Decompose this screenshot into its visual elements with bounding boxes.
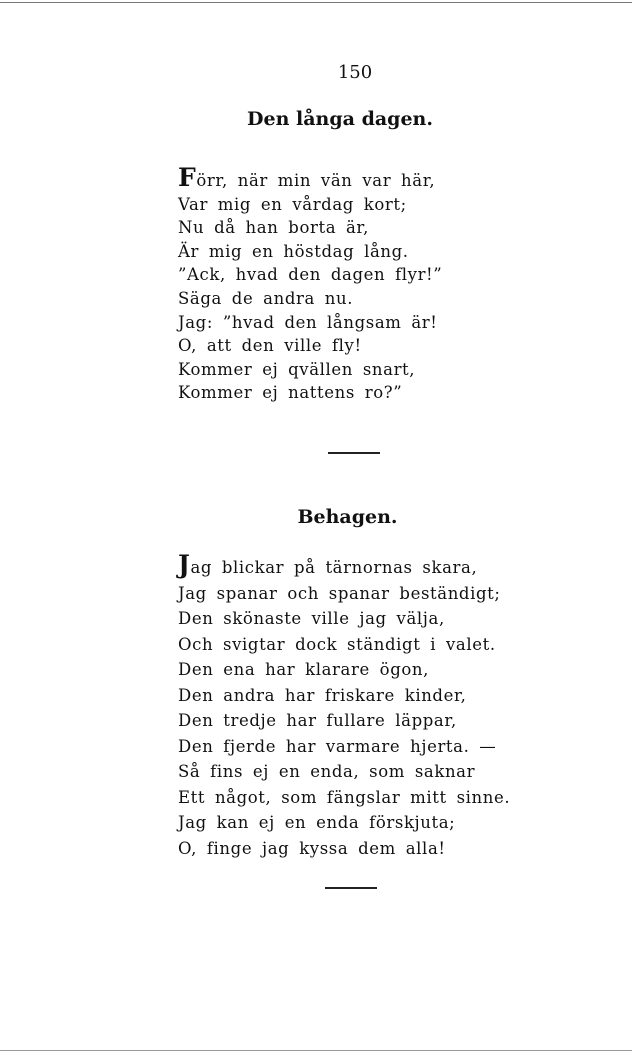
poem-line: O, att den ville fly!: [178, 336, 362, 356]
poem-line: Kommer ej nattens ro?”: [178, 383, 403, 403]
poem-line: Jag blickar på tärnornas skara,: [178, 550, 478, 579]
page-edge-top: [0, 2, 632, 3]
poem-line: Den tredje har fullare läppar,: [178, 711, 457, 730]
poem-line: Ett något, som fängslar mitt sinne.: [178, 787, 511, 807]
poem-line: Den ena har klarare ögon,: [178, 660, 429, 679]
poem-title: Den långa dagen.: [247, 108, 433, 130]
poem-line: Jag: ”hvad den långsam är!: [178, 312, 438, 332]
page-number: 150: [337, 62, 373, 83]
poem-line: Säga de andra nu.: [178, 288, 354, 308]
poem-line: O, finge jag kyssa dem alla!: [178, 838, 446, 858]
poem-body: [178, 552, 510, 861]
poem-line: Är mig en höstdag lång.: [178, 241, 409, 261]
poem-line: Och svigtar dock ständigt i valet.: [178, 634, 496, 654]
poem-line: Så fins ej en enda, som saknar: [178, 762, 476, 781]
poem-line: Kommer ej qvällen snart,: [178, 359, 416, 379]
poem-line: Var mig en vårdag kort;: [178, 194, 407, 214]
poem-line: Nu då han borta är,: [178, 218, 369, 238]
poem-line: Förr, när min vän var här,: [178, 163, 436, 192]
page-edge-bottom: [0, 1050, 632, 1051]
poem-body: [178, 163, 443, 405]
poem-title: Behagen.: [297, 506, 398, 528]
poem-line: Jag spanar och spanar beständigt;: [178, 583, 501, 603]
poem-line: Den andra har friskare kinder,: [178, 685, 467, 705]
poem-line: Den skönaste ville jag välja,: [178, 609, 445, 628]
poem-line: Den fjerde har varmare hjerta. —: [178, 736, 497, 756]
section-divider: [325, 887, 377, 889]
poem-line: Jag kan ej en enda förskjuta;: [178, 813, 456, 832]
section-divider: [328, 452, 380, 454]
poem-line: ”Ack, hvad den dagen flyr!”: [178, 265, 443, 285]
